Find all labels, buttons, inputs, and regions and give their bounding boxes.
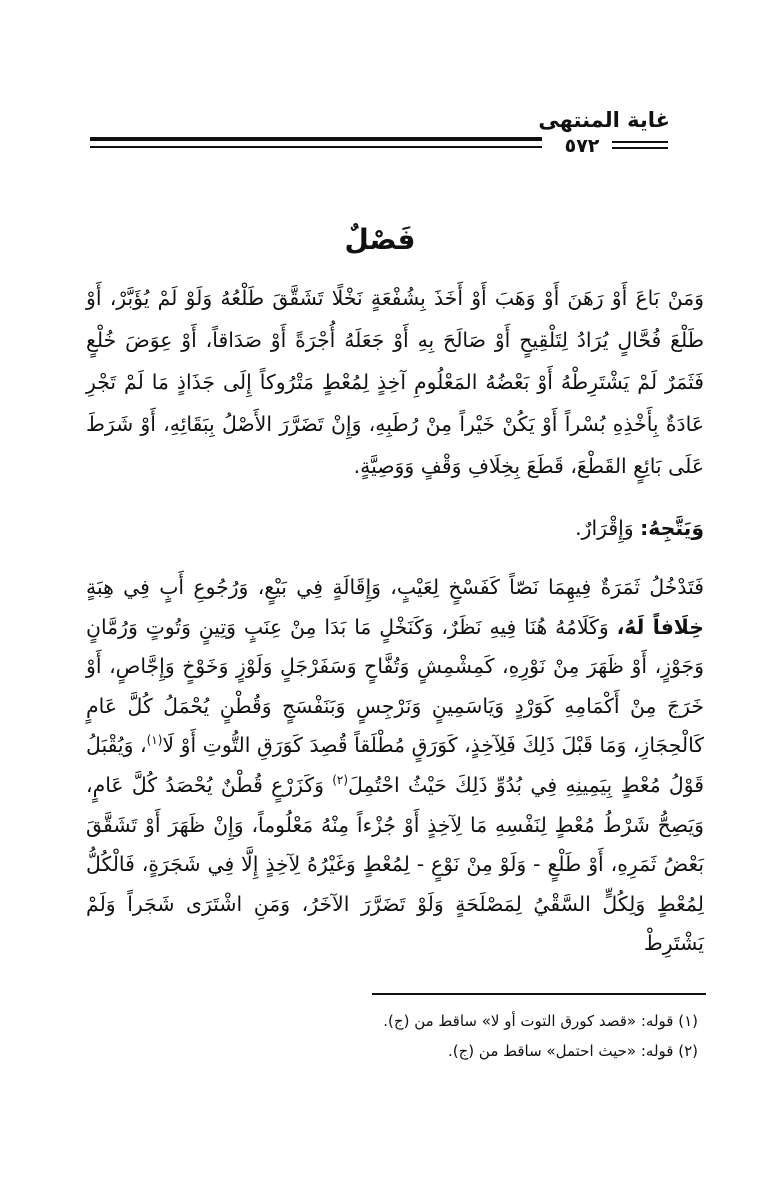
- page-number-rule-top: [612, 141, 668, 143]
- page-number-rule-bottom: [612, 147, 668, 149]
- footnote-separator: [372, 993, 706, 995]
- footnote-ref-2[interactable]: (٢): [332, 773, 349, 788]
- page-number: ٥٧٢: [564, 135, 600, 157]
- paragraph-3: [86, 568, 704, 964]
- paragraph-2: [86, 507, 704, 549]
- paragraph-2-bold-lead: وَيَتَّجِهُ:: [640, 516, 704, 540]
- footnote-2: (٢) قوله: «حيث احتمل» ساقط من (ج).: [447, 1042, 698, 1060]
- book-title: غاية المنتهى: [538, 108, 670, 132]
- paragraph-1: وَمَنْ بَاعَ أَوْ رَهَنَ أَوْ وَهَبَ أَوْ أَخَذَ بِشُفْعَةٍ نَخْلًا تَشَقَّقَ طَلْعُهُ وَلَوْ لَمْ يُؤَبَّرْ، أَوْ طَلْعَ فُحَّالٍ يُرَادُ لِتَلْقِيحٍ أَوْ صَالَحَ بِهِ أَوْ جَعَلَهُ أُجْرَةً أَوْ صَدَاقاً، أَوْ عِوَضَ خُلْعٍ فَثَمَرٌ لَمْ يَشْتَرِطْهُ أَوْ بَعْضُهُ المَعْلُومِ آخِذٍ لِمُعْطٍ مَتْرُوكاً إِلَى جَذَاذٍ مَا لَمْ تَجْرِ عَادَةٌ بِأَخْذِهِ بُسْراً أَوْ يَكُنْ خَيْراً مِنْ رُطَبِهِ، وَإِنْ تَضَرَّرَ الأَصْلُ بِبَقَائِهِ، أَوْ شَرَطَ عَلَى بَائِعٍ القَطْعَ، قَطَعَ بِخِلَافِ وَقْفٍ وَوَصِيَّةٍ.: [86, 286, 704, 478]
- paragraph-3-text-2: وَكَلَامُهُ هُنَا فِيهِ نَظَرٌ، وَكَنَخْلٍ مَا بَدَا مِنْ عِنَبٍ وَتِينٍ وَتُوتٍ وَرُمَّانٍ وَجَوْزٍ، أَوْ ظَهَرَ مِنْ نَوْرِهِ، كَمِشْمِشٍ وَتُفَّاحٍ وَسَفَرْجَلٍ وَلَوْزٍ وَخَوْخٍ وَإِجَّاصٍ، أَوْ خَرَجَ مِنْ أَكْمَامِهِ كَوَرْدٍ وَيَاسَمِينٍ وَنَرْجِسٍ وَبَنَفْسَجٍ وَقُطْنٍ يُحْمَلُ كُلَّ عَامٍ كَالْحِجَازِ، وَمَا قَبْلَ ذَلِكَ فَلِآخِذٍ، كَوَرَقٍ مُطْلَقاً قُصِدَ كَوَرَقِ التُّوتِ أَوْ لَا: [86, 614, 705, 758]
- footnote-ref-1[interactable]: (١): [146, 733, 163, 748]
- footnote-1: (١) قوله: «قصد كورق التوت أو لا» ساقط من (ج).: [383, 1012, 698, 1030]
- paragraph-3-bold-phrase: خِلَافاً لَهُ،: [616, 614, 704, 639]
- header-rule-thin: [90, 146, 542, 148]
- paragraph-2-text: وَإِقْرَارٌ.: [575, 516, 641, 540]
- header-rule-thick: [90, 137, 542, 141]
- paragraph-3-text-3: ، وَيُقْبَلُ قَوْلُ مُعْطٍ بِيَمِينِهِ فِي بُدُوِّ ذَلِكَ حَيْثُ احْتُمِلَ: [86, 733, 704, 797]
- paragraph-3-text-1: فَتَدْخُلُ ثَمَرَةٌ فِيهِمَا نَصّاً كَفَسْخٍ لِعَيْبٍ، وَإِقَالَةٍ فِي بَيْعٍ، وَرُجُوعِ أَبٍ فِي هِبَةٍ: [86, 575, 704, 599]
- paragraph-3-text-4: وَكَزَرْعٍ قُطْنٌ يُحْصَدُ كُلَّ عَامٍ، وَيَصِحُّ شَرْطُ مُعْطٍ لِنَفْسِهِ مَا لِآخِذٍ أَوْ جُزْءاً مِنْهُ مَعْلُوماً، وَإِنْ ظَهَرَ أَوْ تَشَقَّقَ بَعْضُ ثَمَرِهِ، أَوْ طَلْعٍ - وَلَوْ مِنْ نَوْعٍ - لِمُعْطٍ وَغَيْرُهُ لِآخِذٍ إِلَّا فِي شَجَرَةٍ، فَالْكُلُّ لِمُعْطٍ وَلِكُلٍّ السَّقْيُ لِمَصْلَحَةٍ وَلَوْ تَضَرَّرَ الآخَرُ، وَمَنِ اشْتَرَى شَجَراً وَلَمْ يَشْتَرِطْ: [86, 772, 704, 956]
- section-heading: فَصْلٌ: [344, 223, 416, 256]
